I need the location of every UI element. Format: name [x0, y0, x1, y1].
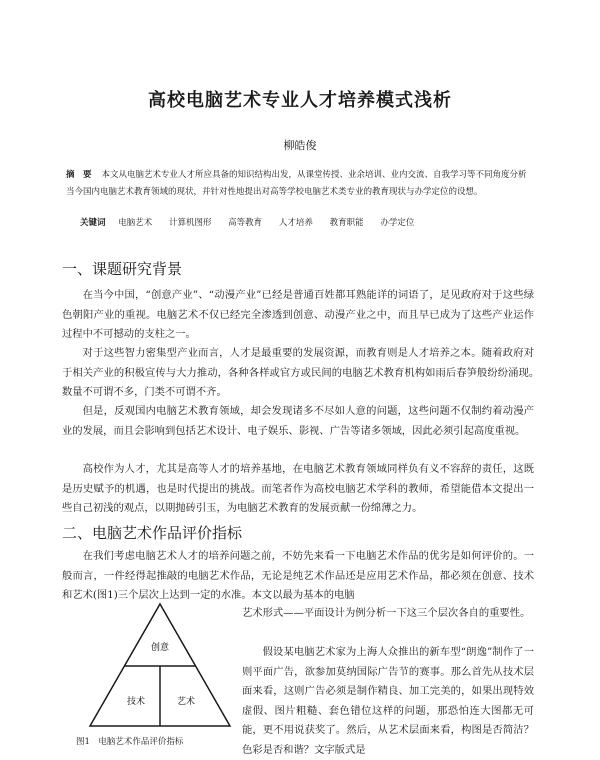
- author-name: 柳皓俊: [283, 139, 317, 152]
- section-1-heading: 一、课题研究背景: [62, 260, 183, 278]
- keywords-label: 关键词: [80, 218, 106, 228]
- keyword: 人才培养: [278, 218, 313, 228]
- keyword: 教育职能: [329, 218, 364, 228]
- keyword: 办学定位: [380, 218, 415, 228]
- section-1-paragraph-1: 在当今中国，“创意产业”、“动漫产业”已经是普通百姓都耳熟能详的词语了，足见政府对于这些绿色朝阳产业的重视。电脑艺术不仅已经完全渗透到创意、动漫产业之中，而且早已成为了这些产业运作过程中不可撼动的支柱之一。: [62, 289, 534, 340]
- section-1-paragraph-3: 但是，反观国内电脑艺术教育领域，却会发现诸多不尽如人意的问题，这些问题不仅制约着动漫产业的发展，而且会影响到包括艺术设计、电子娱乐、影视、广告等诸多领域，因此必须引起高度重视。: [62, 405, 534, 437]
- pyramid-label-technique: 技术: [126, 697, 146, 707]
- section-2-paragraph-1: 在我们考虑电脑艺术人才的培养问题之前，不妨先来看一下电脑艺术作品的优劣是如何评价的。一般而言，一件经得起推敲的电脑艺术作品，无论是纯艺术作品还是应用艺术作品，都必须在创意、技术和艺术(图1)三个层次上达到一定的水准。本文以最为基本的电脑: [62, 550, 534, 601]
- abstract: [66, 167, 534, 201]
- keyword: 电脑艺术: [118, 218, 153, 228]
- evaluation-pyramid: [86, 600, 234, 730]
- keywords: [80, 216, 540, 230]
- figure-1-caption: 图1 电脑艺术作品评价指标: [76, 737, 184, 747]
- paper-title: 高校电脑艺术专业人才培养模式浅析: [148, 90, 452, 111]
- section-1-paragraph-2: 对于这些智力密集型产业而言，人才是最重要的发展资源，而教育则是人才培养之本。随着政府对于相关产业的积极宣传与大力推动，各种各样或官方或民间的电脑艺术教育机构如雨后春笋般纷纷涌现。 数量不可谓不多，门类不可谓不齐。: [62, 347, 555, 398]
- figure-1: [86, 600, 234, 730]
- pyramid-label-art: 艺术: [176, 697, 196, 707]
- pyramid-label-creativity: 创意: [150, 643, 170, 653]
- section-2-paragraph-2: 假设某电脑艺术家为上海人众推出的新车型“朗逸”制作了一则平面广告，欲参加莫纳国际广告节的赛事。那么首先从技术层面来看，这则广告必须是制作精良、加工完美的，如果出现特效虚假、图片粗糙、套色错位这样的问题，那恐怕连大图都无可能，更不用说获奖了。然后，从艺术层面来看，构图是否简洁？色彩是否和谐？文字版式是: [242, 646, 534, 756]
- section-2-heading: 二、电脑艺术作品评价指标: [62, 524, 243, 542]
- abstract-label: 摘 要: [66, 170, 92, 180]
- abstract-text: 本文从电脑艺术专业人才所应具备的知识结构出发，从课堂传授、业余培训、业内交流、自我学习等不同角度分析当今国内电脑艺术教育领域的现状，并针对性地提出对高等学校电脑艺术类专业的教育现状与办学定位的设想。: [66, 170, 527, 197]
- keyword: 高等教育: [228, 218, 263, 228]
- section-2-paragraph-1-continued: 艺术形式——平面设计为例分析一下这三个层次各自的重要性。: [242, 607, 531, 619]
- keyword: 计算机图形: [168, 218, 212, 228]
- section-1-paragraph-4: 高校作为人才，尤其是高等人才的培养基地，在电脑艺术教育领域同样负有义不容辞的责任，这既是历史赋予的机遇，也是时代提出的挑战。而笔者作为高校电脑艺术学科的教师，希望能借本文提出一些自己初浅的观点，以期抛砖引玉，为电脑艺术教育的发展贡献一份绵薄之力。: [62, 463, 534, 514]
